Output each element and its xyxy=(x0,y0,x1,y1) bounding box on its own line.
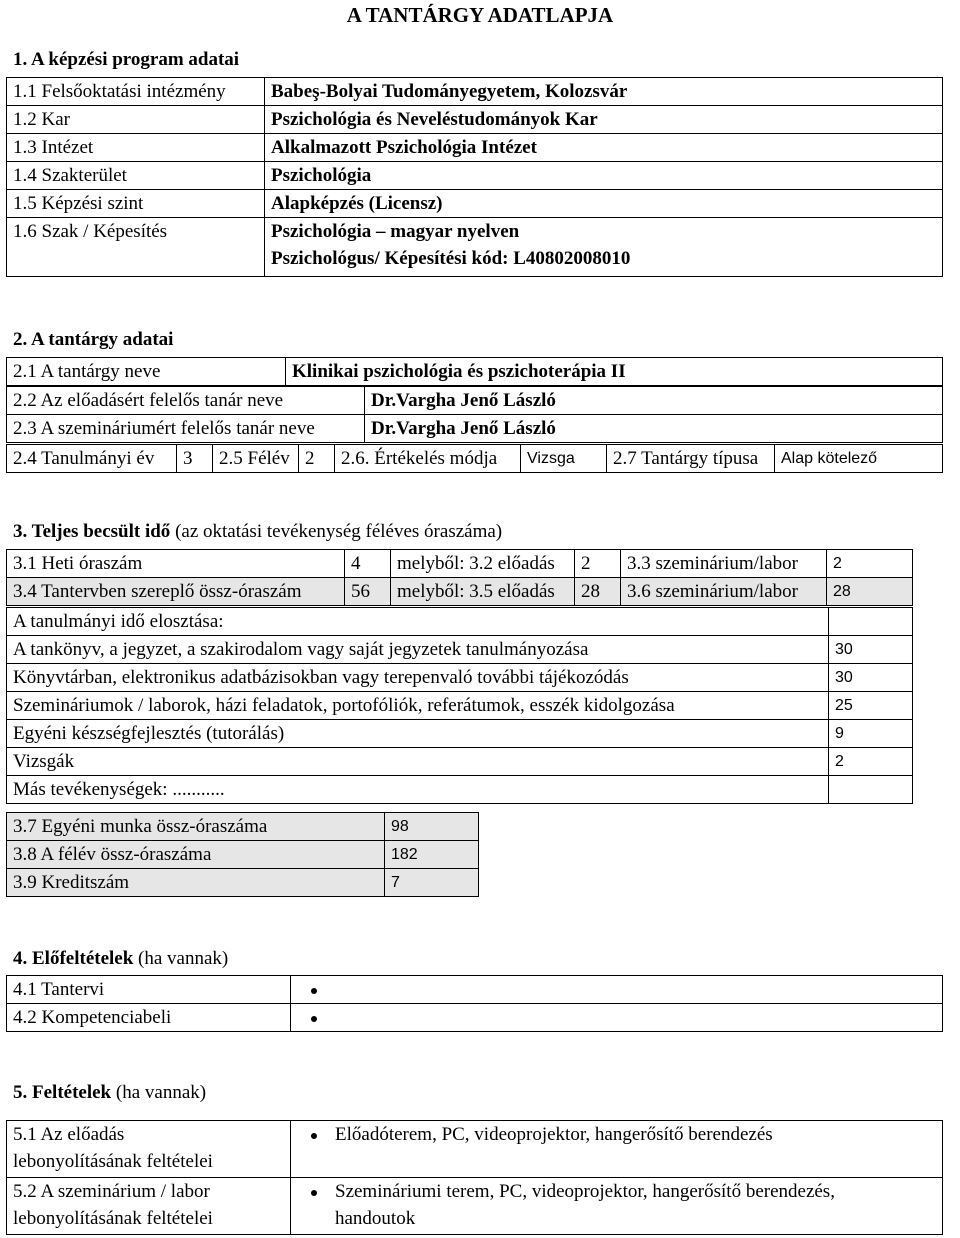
prereq-label: 4.2 Kompetenciabeli xyxy=(7,1004,291,1032)
table-row xyxy=(7,387,943,415)
seminar-value: 28 xyxy=(827,578,913,606)
program-data-table xyxy=(6,77,943,277)
time-distribution-table xyxy=(6,607,913,804)
condition-label xyxy=(7,1121,291,1178)
weekly-hours-value: 4 xyxy=(345,550,391,578)
lecture-value: 28 xyxy=(575,578,621,606)
condition-label-line1: 5.2 A szeminárium / labor xyxy=(13,1181,210,1202)
lecture-value: 2 xyxy=(575,550,621,578)
subject-type-label: 2.7 Tantárgy típusa xyxy=(607,445,775,473)
table-row xyxy=(7,748,913,776)
row-label: 1.4 Szakterület xyxy=(7,162,265,190)
section-4-heading xyxy=(13,948,228,970)
subject-meta-table xyxy=(6,444,943,473)
table-row xyxy=(7,134,943,162)
row-value: Babeş-Bolyai Tudományegyetem, Kolozsvár xyxy=(265,78,943,106)
totals-table xyxy=(6,812,479,897)
row-label: 1.3 Intézet xyxy=(7,134,265,162)
activity-label: Más tevékenységek: ........... xyxy=(7,776,829,804)
condition-value xyxy=(291,1178,943,1235)
section-2-heading: 2. A tantárgy adatai xyxy=(13,329,174,350)
distribution-heading: A tanulmányi idő elosztása: xyxy=(7,608,829,636)
table-row xyxy=(7,1121,943,1178)
table-row xyxy=(7,218,943,277)
year-value: 3 xyxy=(177,445,213,473)
table-row xyxy=(7,1178,943,1235)
conditions-table xyxy=(6,1120,943,1235)
activity-label: Könyvtárban, elektronikus adatbázisokban vagy terepenvaló további tájékozódás xyxy=(7,664,829,692)
semester-label: 2.5 Félév xyxy=(213,445,299,473)
subject-type-value: Alap kötelező xyxy=(775,445,943,473)
condition-text-cont: handoutok xyxy=(335,1208,416,1229)
table-row xyxy=(7,813,479,841)
subject-name-label: 2.1 A tantárgy neve xyxy=(7,358,286,386)
section-3-heading-bold: 3. Teljes becsült idő xyxy=(13,521,171,542)
total-value: 182 xyxy=(385,841,479,869)
year-label: 2.4 Tanulmányi év xyxy=(7,445,177,473)
condition-label-line2: lebonyolításának feltételei xyxy=(13,1208,213,1229)
row-label: 1.6 Szak / Képesítés xyxy=(7,218,265,277)
seminar-label: 3.3 szeminárium/labor xyxy=(621,550,827,578)
total-label: 3.7 Egyéni munka össz-óraszáma xyxy=(7,813,385,841)
activity-label: Egyéni készségfejlesztés (tutorálás) xyxy=(7,720,829,748)
table-row xyxy=(7,415,943,443)
table-row xyxy=(7,841,479,869)
row-label: 1.1 Felsőoktatási intézmény xyxy=(7,78,265,106)
bullet-icon xyxy=(311,1190,317,1196)
activity-label: Szemináriumok / laborok, házi feladatok, portofóliók, referátumok, esszék kidolgozása xyxy=(7,692,829,720)
table-row xyxy=(7,190,943,218)
condition-label xyxy=(7,1178,291,1235)
subject-name-value: Klinikai pszichológia és pszichoterápia II xyxy=(286,358,943,386)
activity-label: A tankönyv, a jegyzet, a szakirodalom vagy saját jegyzetek tanulmányozása xyxy=(7,636,829,664)
prereq-label: 4.1 Tantervi xyxy=(7,976,291,1004)
semester-value: 2 xyxy=(299,445,335,473)
row-value: Alapképzés (Licensz) xyxy=(265,190,943,218)
section-4-heading-rest: (ha vannak) xyxy=(133,948,229,969)
table-row xyxy=(7,720,913,748)
subject-name-table xyxy=(6,357,943,386)
section-4-heading-bold: 4. Előfeltételek xyxy=(13,948,134,969)
row-value: Pszichológia xyxy=(265,162,943,190)
bullet-icon xyxy=(311,1016,317,1022)
section-1-heading: 1. A képzési program adatai xyxy=(13,49,240,70)
table-row xyxy=(7,664,913,692)
condition-label-line1: 5.1 Az előadás xyxy=(13,1124,125,1145)
activity-hours: 2 xyxy=(829,748,913,776)
row-value: Pszichológia és Neveléstudományok Kar xyxy=(265,106,943,134)
evaluation-label: 2.6. Értékelés módja xyxy=(335,445,521,473)
qualification-code: Pszichológus/ Képesítési kód: L40802008010 xyxy=(271,248,631,269)
table-row xyxy=(7,1004,943,1032)
table-row xyxy=(7,608,913,636)
activity-hours xyxy=(829,776,913,804)
lecture-label: melyből: 3.5 előadás xyxy=(391,578,575,606)
page-title: A TANTÁRGY ADATLAPJA xyxy=(346,3,614,27)
table-row xyxy=(7,636,913,664)
specialization: Pszichológia – magyar nyelven xyxy=(271,221,520,242)
activity-label: Vizsgák xyxy=(7,748,829,776)
bullet-icon xyxy=(311,1133,317,1139)
section-5-heading xyxy=(13,1082,206,1104)
activity-hours: 30 xyxy=(829,636,913,664)
hours-table xyxy=(6,549,913,606)
total-value: 98 xyxy=(385,813,479,841)
condition-text: Szemináriumi terem, PC, videoprojektor, hangerősítő berendezés, xyxy=(335,1181,835,1202)
seminar-value: 2 xyxy=(827,550,913,578)
activity-hours: 30 xyxy=(829,664,913,692)
row-label: 1.2 Kar xyxy=(7,106,265,134)
evaluation-value: Vizsga xyxy=(521,445,607,473)
table-row xyxy=(7,358,943,386)
table-row xyxy=(7,445,943,473)
activity-hours: 9 xyxy=(829,720,913,748)
condition-value xyxy=(291,1121,943,1178)
table-row xyxy=(7,692,913,720)
table-row xyxy=(7,869,479,897)
seminar-label: 3.6 szeminárium/labor xyxy=(621,578,827,606)
section-3-heading xyxy=(13,521,502,543)
activity-hours: 25 xyxy=(829,692,913,720)
row-value xyxy=(265,218,943,277)
seminar-teacher-value: Dr.Vargha Jenő László xyxy=(365,415,943,443)
table-row xyxy=(7,550,913,578)
total-hours-value: 56 xyxy=(345,578,391,606)
lecturer-label: 2.2 Az előadásért felelős tanár neve xyxy=(7,387,365,415)
table-row xyxy=(7,578,913,606)
lecturer-value: Dr.Vargha Jenő László xyxy=(365,387,943,415)
prereq-value xyxy=(291,976,943,1004)
table-row xyxy=(7,776,913,804)
total-label: 3.9 Kreditszám xyxy=(7,869,385,897)
teachers-table xyxy=(6,386,943,443)
lecture-label: melyből: 3.2 előadás xyxy=(391,550,575,578)
bullet-icon xyxy=(311,988,317,994)
table-row xyxy=(7,162,943,190)
total-hours-label: 3.4 Tantervben szereplő össz-óraszám xyxy=(7,578,345,606)
total-value: 7 xyxy=(385,869,479,897)
section-5-heading-rest: (ha vannak) xyxy=(111,1082,207,1103)
weekly-hours-label: 3.1 Heti óraszám xyxy=(7,550,345,578)
row-label: 1.5 Képzési szint xyxy=(7,190,265,218)
distribution-empty xyxy=(829,608,913,636)
seminar-teacher-label: 2.3 A szemináriumért felelős tanár neve xyxy=(7,415,365,443)
section-3-heading-rest: (az oktatási tevékenység féléves óraszáma) xyxy=(170,521,503,542)
row-value: Alkalmazott Pszichológia Intézet xyxy=(265,134,943,162)
table-row xyxy=(7,78,943,106)
condition-label-line2: lebonyolításának feltételei xyxy=(13,1151,213,1172)
prereq-value xyxy=(291,1004,943,1032)
table-row xyxy=(7,106,943,134)
table-row xyxy=(7,976,943,1004)
condition-text: Előadóterem, PC, videoprojektor, hangerősítő berendezés xyxy=(335,1124,773,1145)
total-label: 3.8 A félév össz-óraszáma xyxy=(7,841,385,869)
prerequisites-table xyxy=(6,975,943,1032)
section-5-heading-bold: 5. Feltételek xyxy=(13,1082,112,1103)
